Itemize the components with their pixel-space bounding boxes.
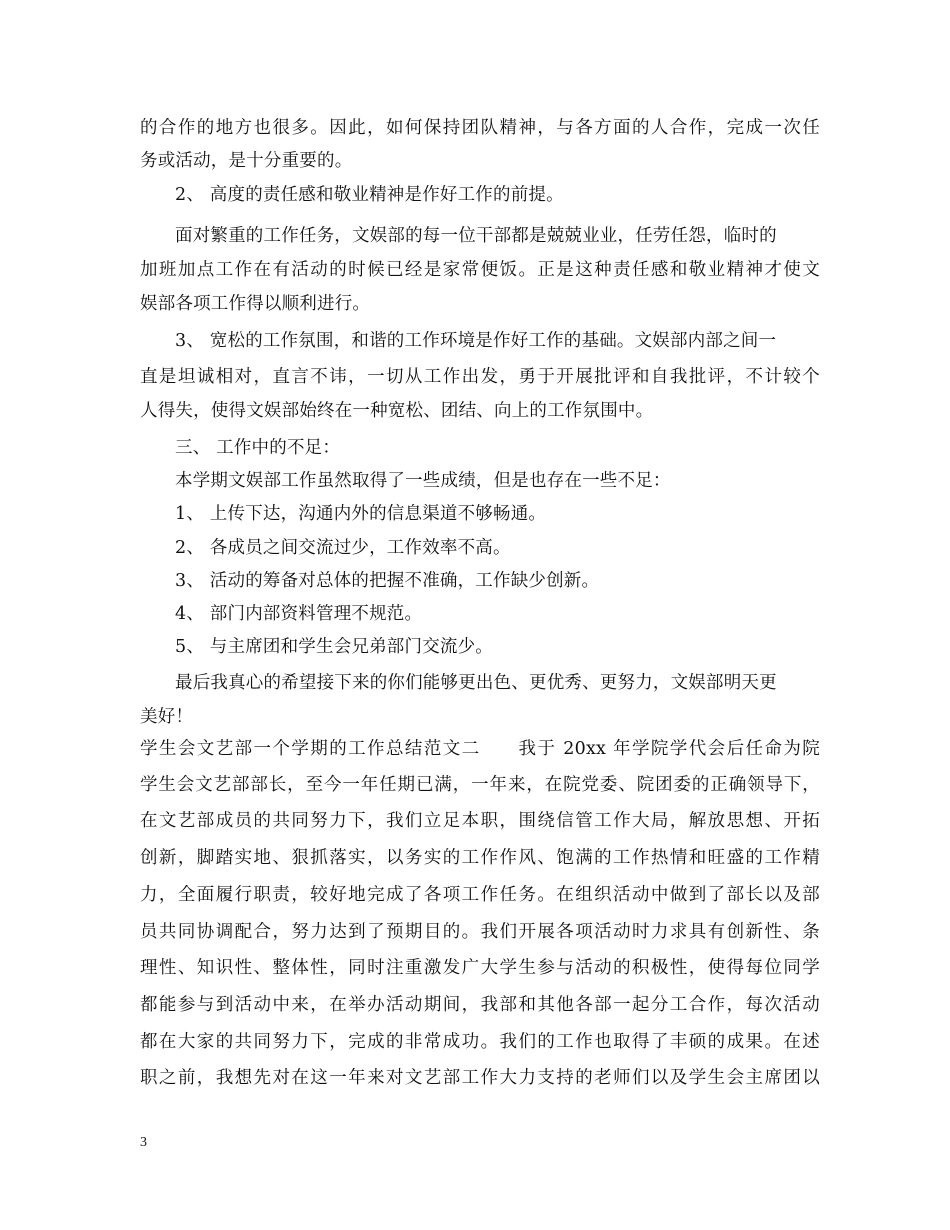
text-line: 创新，脚踏实地、狠抓落实，以务实的工作作风、饱满的工作热情和旺盛的工作精 bbox=[140, 848, 820, 868]
text-line: 理性、知识性、整体性，同时注重激发广大学生参与活动的积极性，使得每位同学 bbox=[140, 958, 820, 978]
text-line: 美好！ bbox=[140, 707, 194, 727]
text-line: 最后我真心的希望接下来的你们能够更出色、更优秀、更努力，文娱部明天更 bbox=[175, 673, 777, 693]
text-line: 员共同协调配合，努力达到了预期目的。我们开展各项活动时力求具有创新性、条 bbox=[140, 922, 820, 942]
list-item: 3、 活动的筹备对总体的把握不准确，工作缺少创新。 bbox=[175, 571, 600, 591]
text-line: 都在大家的共同努力下，完成的非常成功。我们的工作也取得了丰硕的成果。在述 bbox=[140, 1032, 820, 1052]
text-line: 加班加点工作在有活动的时候已经是家常便饭。正是这种责任感和敬业精神才使文 bbox=[140, 260, 820, 280]
text-line: 的合作的地方也很多。因此，如何保持团队精神，与各方面的人合作，完成一次任 bbox=[140, 118, 820, 138]
list-item: 1、 上传下达，沟通内外的信息渠道不够畅通。 bbox=[175, 504, 547, 524]
text-line: 面对繁重的工作任务，文娱部的每一位干部都是兢兢业业，任劳任怨，临时的 bbox=[175, 226, 777, 246]
text-line: 在文艺部成员的共同努力下，我们立足本职，围绕信管工作大局，解放思想、开拓 bbox=[140, 811, 820, 831]
list-item: 5、 与主席团和学生会兄弟部门交流少。 bbox=[175, 637, 493, 657]
text-line: 务或活动，是十分重要的。 bbox=[140, 151, 353, 171]
text-line: 力，全面履行职责，较好地完成了各项工作任务。在组织活动中做到了部长以及部 bbox=[140, 885, 820, 905]
section-heading: 三、 工作中的不足： bbox=[175, 438, 341, 458]
list-item: 2、 高度的责任感和敬业精神是作好工作的前提。 bbox=[175, 185, 564, 205]
list-item: 2、 各成员之间交流过少，工作效率不高。 bbox=[175, 538, 511, 558]
text-line: 学生会文艺部部长，至今一年任期已满，一年来，在院党委、院团委的正确领导下， bbox=[140, 775, 820, 795]
text-line: 人得失，使得文娱部始终在一种宽松、团结、向上的工作氛围中。 bbox=[140, 401, 654, 421]
text-line: 职之前，我想先对在这一年来对文艺部工作大力支持的老师们以及学生会主席团以 bbox=[140, 1068, 820, 1088]
text-line: 直是坦诚相对，直言不讳，一切从工作出发，勇于开展批评和自我批评，不计较个 bbox=[140, 367, 820, 387]
text-line: 娱部各项工作得以顺利进行。 bbox=[140, 294, 371, 314]
text-line: 本学期文娱部工作虽然取得了一些成绩，但是也存在一些不足： bbox=[175, 471, 671, 491]
text-line: 都能参与到活动中来，在举办活动期间，我部和其他各部一起分工合作，每次活动 bbox=[140, 995, 820, 1015]
text-line: 学生会文艺部一个学期的工作总结范文二 我于 20xx 年学院学代会后任命为院 bbox=[140, 739, 820, 759]
list-item: 3、 宽松的工作氛围，和谐的工作环境是作好工作的基础。文娱部内部之间一 bbox=[175, 331, 777, 351]
list-item: 4、 部门内部资料管理不规范。 bbox=[175, 604, 423, 624]
page-number: 3 bbox=[140, 1135, 147, 1150]
